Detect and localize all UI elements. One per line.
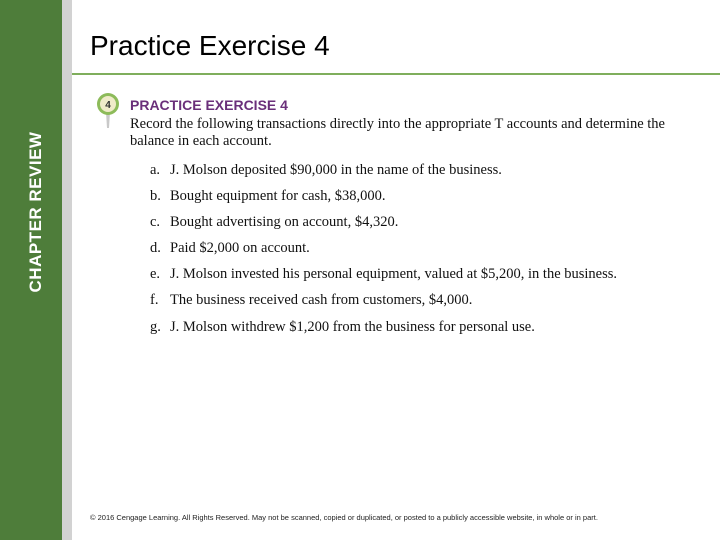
item-text: J. Molson invested his personal equipment, valued at $5,200, in the business. <box>170 266 618 282</box>
sidebar-stripe <box>62 0 72 540</box>
item-letter: c. <box>150 214 161 230</box>
slide-title: Practice Exercise 4 <box>90 30 330 61</box>
chapter-review-sidebar <box>0 0 62 540</box>
item-text: J. Molson deposited $90,000 in the name of the business. <box>170 162 502 178</box>
transaction-item-d <box>150 240 310 258</box>
transaction-item-b <box>150 188 385 206</box>
item-letter: d. <box>150 240 161 256</box>
title-divider <box>72 73 720 75</box>
copyright-footer: © 2016 Cengage Learning. All Rights Reserved. May not be scanned, copied or duplicated, or posted to a publicly accessible website, in whole or in part. <box>90 513 598 522</box>
item-letter: a. <box>150 162 161 178</box>
badge-number: 4 <box>105 100 111 111</box>
item-text: Paid $2,000 on account. <box>170 240 310 256</box>
transaction-item-g <box>150 319 535 337</box>
transaction-item-a <box>150 162 502 180</box>
item-text: Bought advertising on account, $4,320. <box>170 214 399 230</box>
item-letter: e. <box>150 266 161 282</box>
item-letter: f. <box>150 292 159 308</box>
sidebar-label: CHAPTER REVIEW <box>26 131 45 293</box>
item-text: Bought equipment for cash, $38,000. <box>170 188 386 204</box>
exercise-instructions: Record the following transactions directly into the appropriate T accounts and determine the balance in each account. <box>130 116 665 149</box>
item-letter: b. <box>150 188 161 204</box>
transaction-item-e <box>150 266 617 284</box>
transaction-item-c <box>150 214 398 232</box>
exercise-heading: PRACTICE EXERCISE 4 <box>130 97 288 113</box>
item-letter: g. <box>150 319 161 335</box>
item-text: J. Molson withdrew $1,200 from the business for personal use. <box>170 319 535 335</box>
exercise-badge-icon <box>94 92 122 132</box>
item-text: The business received cash from customers, $4,000. <box>170 292 473 308</box>
transaction-item-f <box>150 292 472 310</box>
